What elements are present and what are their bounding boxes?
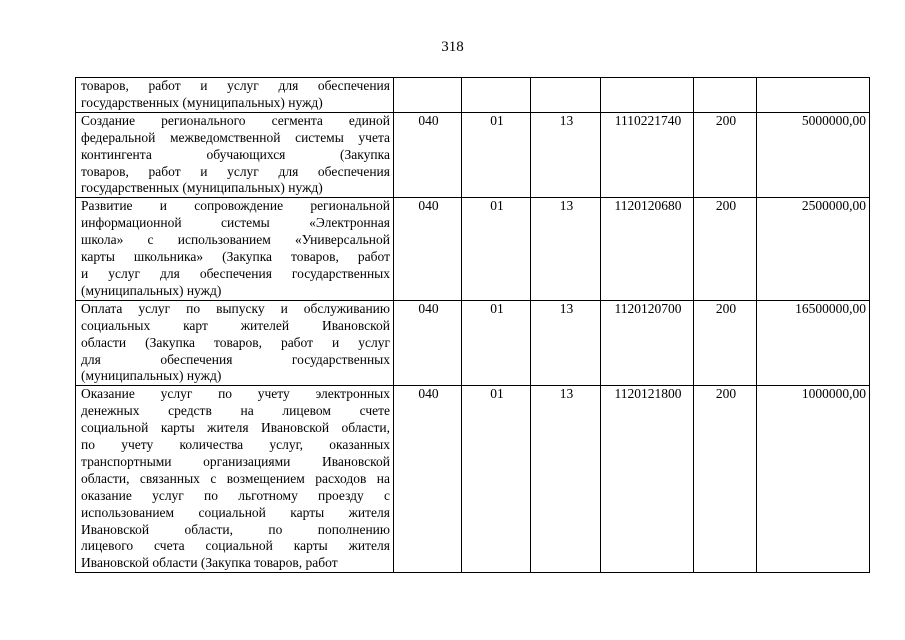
target-article-cell: [601, 78, 694, 113]
expense-type-cell: 200: [694, 300, 757, 386]
description-line: информационной системы «Электронная: [81, 215, 390, 231]
table-row: [76, 198, 870, 300]
section-code-cell: 01: [462, 300, 531, 386]
amount-cell: 1000000,00: [757, 386, 870, 573]
description-line: для обеспечения государственных: [81, 351, 390, 367]
table-row: [76, 112, 870, 198]
description-line: оказание услуг по льготному проезду с: [81, 487, 390, 503]
description-line: денежных средств на лицевом счете: [81, 403, 390, 419]
description-line: (муниципальных) нужд): [81, 282, 222, 298]
description-line: транспортными организациями Ивановской: [81, 453, 390, 469]
table-body: [76, 78, 870, 573]
target-article-cell: 1120120680: [601, 198, 694, 300]
target-article-cell: 1110221740: [601, 112, 694, 198]
description-line: по учету количества услуг, оказанных: [81, 437, 390, 453]
description-line: области, связанных с возмещением расходов на: [81, 470, 390, 486]
description-line: и услуг для обеспечения государственных: [81, 265, 390, 281]
table-row: [76, 386, 870, 573]
table-row: [76, 300, 870, 386]
amount-cell: [757, 78, 870, 113]
ministry-code-cell: 040: [394, 386, 462, 573]
budget-table: [75, 77, 870, 573]
target-article-cell: 1120120700: [601, 300, 694, 386]
description-cell: [76, 386, 394, 573]
subsection-code-cell: 13: [531, 198, 601, 300]
ministry-code-cell: 040: [394, 198, 462, 300]
description-line: социальной карты жителя Ивановской области,: [81, 420, 390, 436]
description-cell: [76, 112, 394, 198]
description-line: Ивановской области, по пополнению: [81, 521, 390, 537]
description-line: школа» с использованием «Универсальной: [81, 232, 390, 248]
description-line: товаров, работ и услуг для обеспечения: [81, 163, 390, 179]
description-line: товаров, работ и услуг для обеспечения: [81, 78, 390, 93]
description-line: федеральной межведомственной системы учета: [81, 129, 390, 145]
table-row: [76, 78, 870, 113]
amount-cell: 16500000,00: [757, 300, 870, 386]
target-article-cell: 1120121800: [601, 386, 694, 573]
description-line: государственных (муниципальных) нужд): [81, 94, 323, 110]
description-line: Развитие и сопровождение региональной: [81, 198, 390, 214]
ministry-code-cell: [394, 78, 462, 113]
description-line: Оказание услуг по учету электронных: [81, 386, 390, 402]
description-line: государственных (муниципальных) нужд): [81, 180, 323, 196]
description-line: Ивановской области (Закупка товаров, работ: [81, 555, 338, 571]
ministry-code-cell: 040: [394, 112, 462, 198]
subsection-code-cell: 13: [531, 386, 601, 573]
description-cell: [76, 300, 394, 386]
description-cell: [76, 198, 394, 300]
description-line: Создание регионального сегмента единой: [81, 112, 390, 128]
description-line: области (Закупка товаров, работ и услуг: [81, 334, 390, 350]
subsection-code-cell: 13: [531, 300, 601, 386]
section-code-cell: [462, 78, 531, 113]
description-cell: [76, 78, 394, 113]
expense-type-cell: 200: [694, 112, 757, 198]
expense-type-cell: 200: [694, 198, 757, 300]
description-line: использованием социальной карты жителя: [81, 504, 390, 520]
amount-cell: 2500000,00: [757, 198, 870, 300]
section-code-cell: 01: [462, 386, 531, 573]
description-line: социальных карт жителей Ивановской: [81, 317, 390, 333]
description-line: (муниципальных) нужд): [81, 368, 222, 384]
subsection-code-cell: [531, 78, 601, 113]
section-code-cell: 01: [462, 198, 531, 300]
ministry-code-cell: 040: [394, 300, 462, 386]
expense-type-cell: [694, 78, 757, 113]
section-code-cell: 01: [462, 112, 531, 198]
amount-cell: 5000000,00: [757, 112, 870, 198]
page-number: 318: [441, 39, 464, 55]
description-line: карты школьника» (Закупка товаров, работ: [81, 249, 390, 265]
description-line: контингента обучающихся (Закупка: [81, 146, 390, 162]
description-line: Оплата услуг по выпуску и обслуживанию: [81, 300, 390, 316]
subsection-code-cell: 13: [531, 112, 601, 198]
description-line: лицевого счета социальной карты жителя: [81, 538, 390, 554]
expense-type-cell: 200: [694, 386, 757, 573]
